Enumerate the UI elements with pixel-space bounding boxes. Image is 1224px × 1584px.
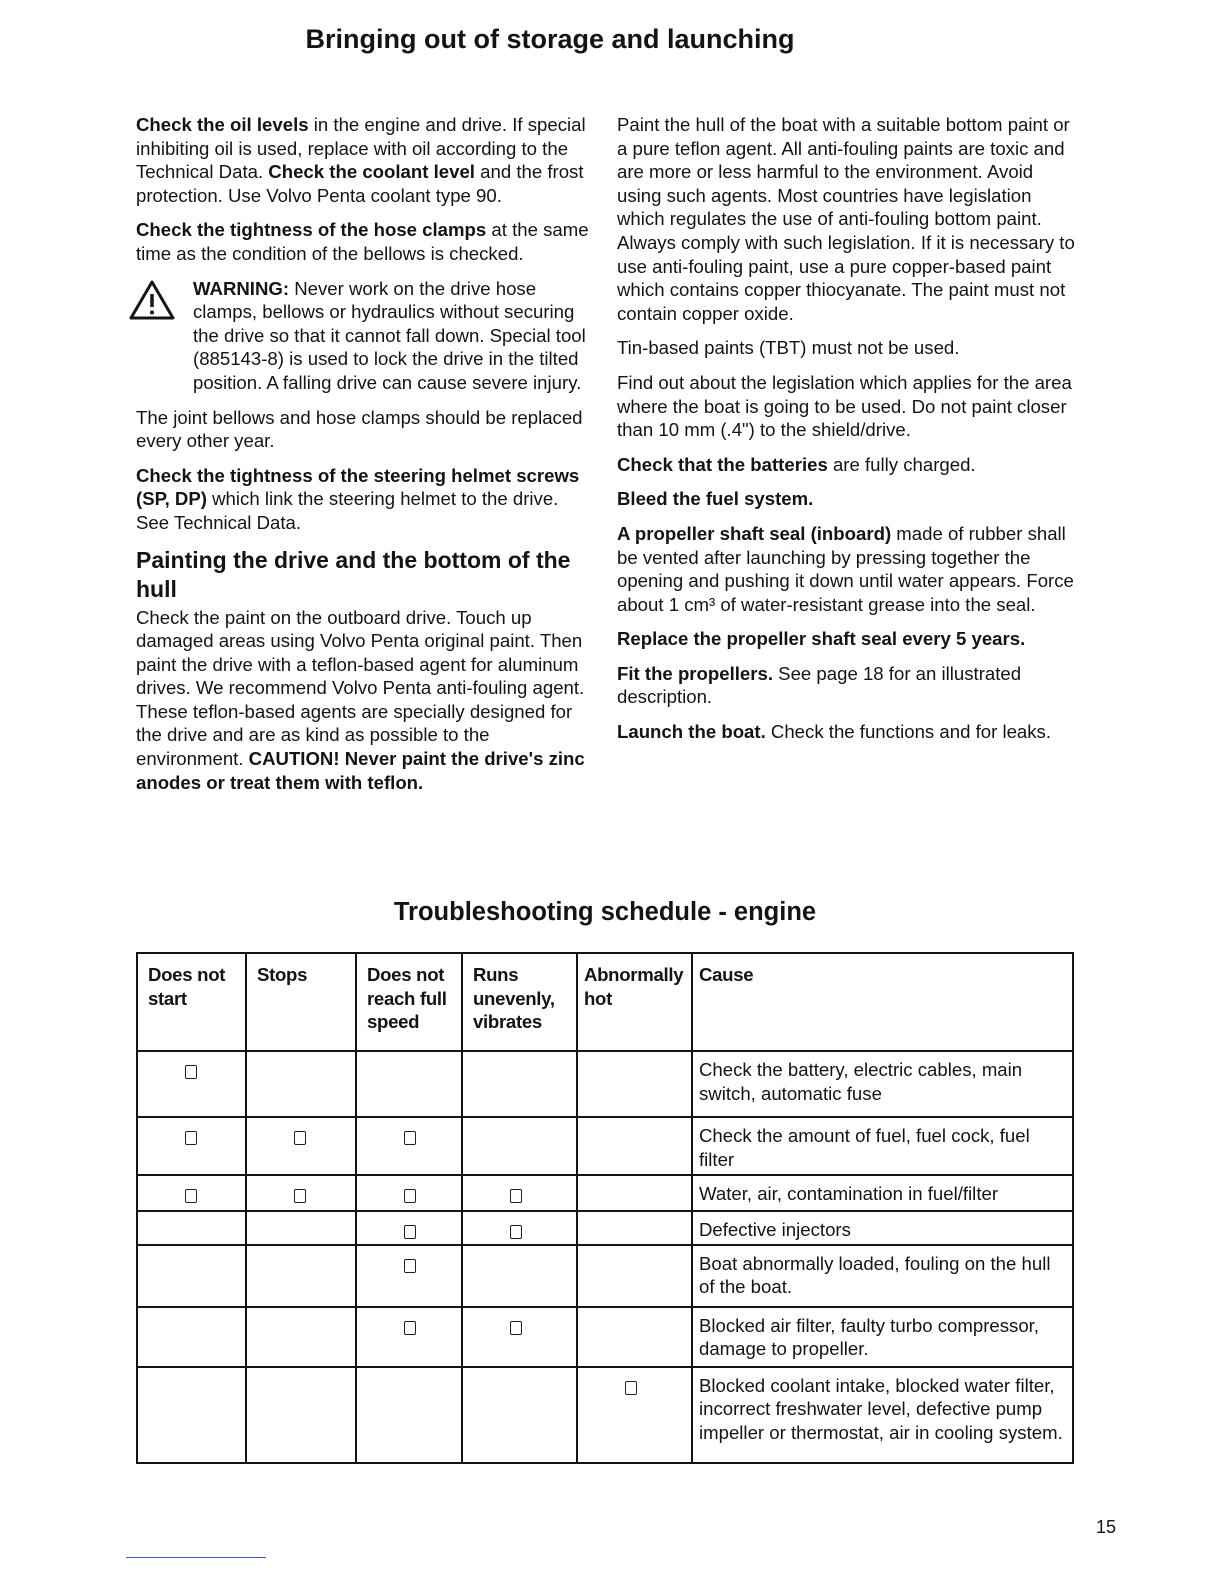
steering-helmet-paragraph (136, 464, 594, 535)
oil-levels-text: in the engine and drive. If special inhibiting oil is used, replace with oil according to the Technical Data. (136, 114, 586, 183)
checkbox-icon (404, 1259, 416, 1273)
table-row (137, 1307, 1073, 1367)
symptom-cell (462, 1117, 577, 1175)
painting-text: Check the paint on the outboard drive. Touch up damaged areas using Volvo Penta original paint. Then paint the drive with a teflon-based agent for aluminum drives. We recommend Volvo Penta anti-fouling agent. These teflon-based agents are specially designed for the drive and are as kind as possible to the environment. (136, 606, 585, 770)
oil-levels-bold: Check the oil levels (136, 114, 309, 135)
hose-clamps-text: at the same time as the condition of the bellows is checked. (136, 219, 589, 264)
symptom-cell (356, 1245, 462, 1307)
hull-paint-paragraph: Paint the hull of the boat with a suitable bottom paint or a pure teflon agent. All anti-fouling paints are toxic and are more or less harmful to the environment. Avoid using such agents. Most countries have legislation which regulates the use of anti-fouling bottom paint. Always comply with such legislation. If it is necessary to use anti-fouling paint, use a pure copper-based paint which contains copper thiocyanate. The paint must not contain copper oxide. (617, 114, 1075, 324)
table-header-row (137, 953, 1073, 1051)
symptom-cell (577, 1245, 692, 1307)
table-row (137, 1367, 1073, 1463)
legislation-paragraph: Find out about the legislation which applies for the area where the boat is going to be used. Do not paint closer than 10 mm (.4") to the shield/drive. (617, 371, 1072, 441)
symptom-cell (577, 1051, 692, 1117)
bleed-fuel-paragraph (617, 487, 1077, 511)
warning-text: Never work on the drive hose clamps, bellows or hydraulics without securing the drive so that it cannot fall down. Special tool (885143-8) is used to lock the drive in the tilted position. A falling drive can cause severe injury. (193, 277, 586, 393)
symptom-cell (356, 1367, 462, 1463)
checkbox-icon (404, 1131, 416, 1145)
symptom-cell (356, 1175, 462, 1211)
table-row (137, 1175, 1073, 1211)
symptom-cell (577, 1175, 692, 1211)
symptom-cell (356, 1211, 462, 1245)
cause-cell: Defective injectors (692, 1211, 1073, 1245)
propellers-paragraph (617, 662, 1077, 709)
header-stops: Stops (246, 953, 356, 1051)
painting-subheading: Painting the drive and the bottom of the hull (136, 546, 571, 602)
table-row (137, 1211, 1073, 1245)
symptom-cell (577, 1211, 692, 1245)
checkbox-icon (404, 1189, 416, 1203)
symptom-cell (137, 1245, 246, 1307)
table-row (137, 1245, 1073, 1307)
symptom-cell (462, 1245, 577, 1307)
header-cause: Cause (692, 953, 1073, 1051)
launch-text: Check the functions and for leaks. (765, 721, 1052, 743)
header-abnormally-hot: Abnormally hot (577, 953, 692, 1051)
checkbox-icon (294, 1189, 306, 1203)
oil-levels-paragraph (136, 113, 594, 207)
shaft-seal-paragraph (617, 522, 1077, 616)
table-row (137, 1117, 1073, 1175)
batteries-text: are fully charged. (827, 453, 976, 475)
bellows-paragraph: The joint bellows and hose clamps should be replaced every other year. (136, 406, 583, 452)
warning-label: WARNING: (193, 277, 290, 299)
header-does-not-reach-full-speed: Does not reach full speed (356, 953, 462, 1051)
symptom-cell (246, 1117, 356, 1175)
cause-cell: Boat abnormally loaded, fouling on the hull of the boat. (692, 1245, 1073, 1307)
symptom-cell (462, 1211, 577, 1245)
troubleshooting-table (136, 952, 1074, 1464)
launch-bold: Launch the boat. (617, 721, 766, 743)
checkbox-icon (404, 1225, 416, 1239)
cause-cell: Water, air, contamination in fuel/filter (692, 1175, 1073, 1211)
table-title: Troubleshooting schedule - engine (393, 898, 817, 926)
symptom-cell (577, 1367, 692, 1463)
symptom-cell (137, 1175, 246, 1211)
checkbox-icon (510, 1321, 522, 1335)
steering-helmet-bold: Check the tightness of the steering helmet screws (SP, DP) (136, 464, 580, 510)
right-column (617, 113, 1077, 755)
coolant-level-bold: Check the coolant level (268, 161, 475, 183)
cause-cell: Check the battery, electric cables, main switch, automatic fuse (692, 1051, 1073, 1117)
checkbox-icon (185, 1065, 197, 1079)
tbt-paragraph: Tin-based paints (TBT) must not be used. (617, 337, 960, 359)
symptom-cell (137, 1307, 246, 1367)
hose-clamps-bold: Check the tightness of the hose clamps (136, 219, 487, 241)
checkbox-icon (294, 1131, 306, 1145)
warning-block (136, 277, 594, 395)
checkbox-icon (185, 1189, 197, 1203)
checkbox-icon (625, 1381, 637, 1395)
replace-seal-bold: Replace the propeller shaft seal every 5 years. (617, 628, 1026, 650)
table-row (137, 1051, 1073, 1117)
propellers-text: See page 18 for an illustrated description. (617, 662, 1022, 708)
checkbox-icon (185, 1131, 197, 1145)
coolant-level-text: and the frost protection. Use Volvo Penta coolant type 90. (136, 161, 584, 206)
symptom-cell (462, 1051, 577, 1117)
launch-paragraph (617, 720, 1077, 744)
symptom-cell (356, 1051, 462, 1117)
header-runs-unevenly: Runs unevenly, vibrates (462, 953, 577, 1051)
caution-bold: CAUTION! Never paint the drive's zinc anodes or treat them with teflon. (136, 748, 585, 793)
footer-rule (126, 1557, 266, 1558)
cause-cell: Blocked coolant intake, blocked water filter, incorrect freshwater level, defective pump impeller or thermostat, air in cooling system. (692, 1367, 1073, 1463)
page-title: Bringing out of storage and launching (305, 24, 795, 54)
symptom-cell (462, 1307, 577, 1367)
propellers-bold: Fit the propellers. (617, 662, 774, 684)
cause-cell: Blocked air filter, faulty turbo compressor, damage to propeller. (692, 1307, 1073, 1367)
checkbox-icon (404, 1321, 416, 1335)
painting-paragraph (136, 606, 594, 795)
symptom-cell (137, 1367, 246, 1463)
hose-clamps-paragraph (136, 218, 594, 265)
symptom-cell (137, 1051, 246, 1117)
symptom-cell (462, 1175, 577, 1211)
symptom-cell (246, 1175, 356, 1211)
symptom-cell (246, 1211, 356, 1245)
checkbox-icon (510, 1225, 522, 1239)
symptom-cell (137, 1117, 246, 1175)
checkbox-icon (510, 1189, 522, 1203)
bleed-fuel-bold: Bleed the fuel system. (617, 488, 814, 510)
replace-seal-paragraph (617, 627, 1077, 651)
cause-cell: Check the amount of fuel, fuel cock, fuel filter (692, 1117, 1073, 1175)
page-number: 15 (1095, 1517, 1116, 1537)
symptom-cell (246, 1307, 356, 1367)
batteries-paragraph (617, 453, 1077, 477)
symptom-cell (246, 1367, 356, 1463)
symptom-cell (356, 1307, 462, 1367)
symptom-cell (356, 1117, 462, 1175)
symptom-cell (577, 1307, 692, 1367)
left-column (136, 113, 594, 805)
symptom-cell (462, 1367, 577, 1463)
shaft-seal-text: made of rubber shall be vented after launching by pressing together the opening and pushing it down until water appears. Force about 1 cm³ of water-resistant grease into the seal. (617, 522, 1074, 615)
header-does-not-start: Does not start (137, 953, 246, 1051)
warning-triangle-icon (128, 279, 176, 321)
batteries-bold: Check that the batteries (617, 453, 828, 475)
symptom-cell (137, 1211, 246, 1245)
symptom-cell (246, 1245, 356, 1307)
symptom-cell (577, 1117, 692, 1175)
symptom-cell (246, 1051, 356, 1117)
steering-helmet-text: which link the steering helmet to the drive. See Technical Data. (136, 488, 559, 533)
shaft-seal-bold: A propeller shaft seal (inboard) (617, 522, 892, 544)
